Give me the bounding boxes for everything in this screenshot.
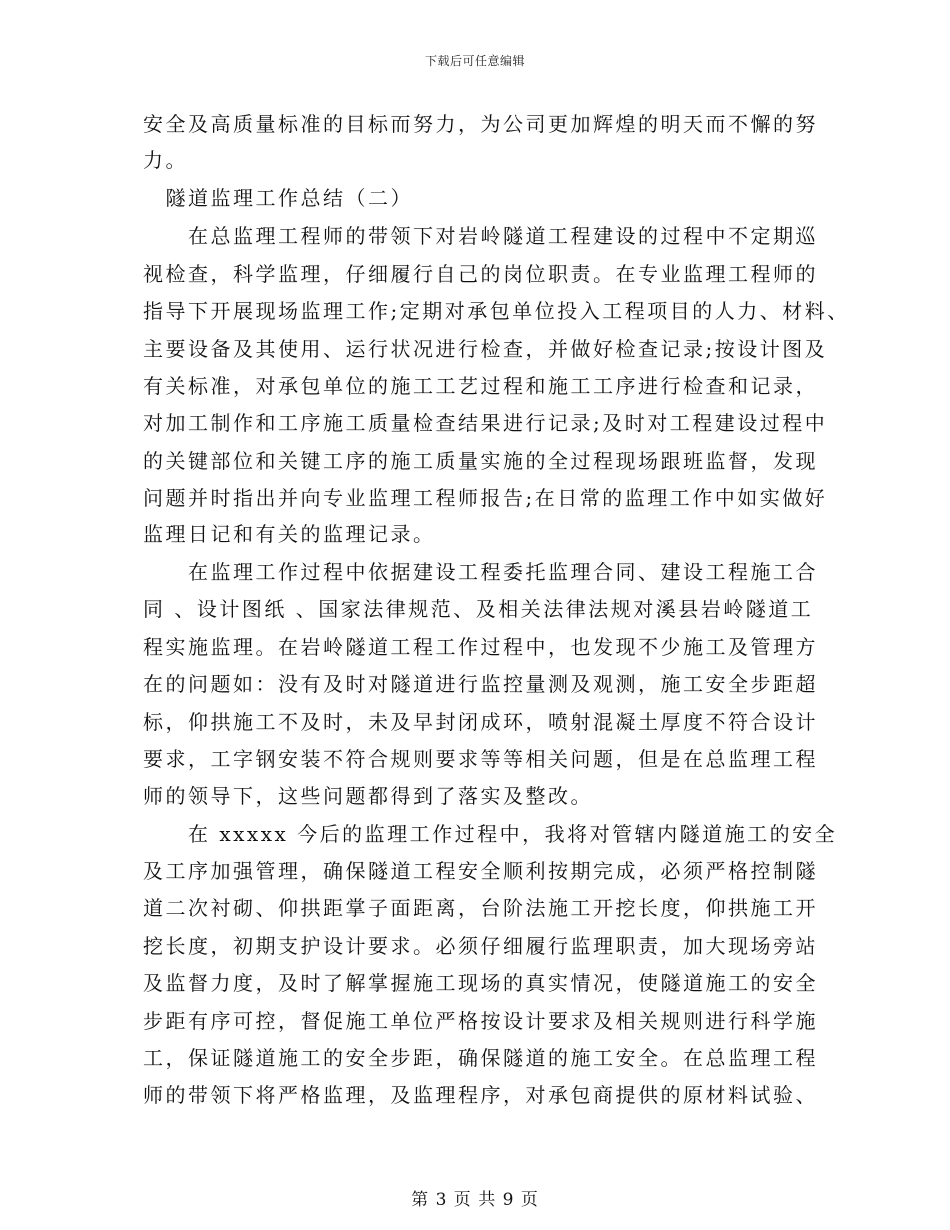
body-line: 视检查，科学监理，仔细履行自己的岗位职责。在专业监理工程师的 (143, 262, 818, 286)
body-line: 在总监理工程师的带领下对岩岭隧道工程建设的过程中不定期巡 (143, 224, 818, 248)
body-line: 在 xxxxx 今后的监理工作过程中，我将对管辖内隧道施工的安全 (143, 822, 838, 846)
body-line: 指导下开展现场监理工作;定期对承包单位投入工程项目的人力、材料、 (143, 299, 850, 323)
body-line: 师的带领下将严格监理，及监理程序，对承包商提供的原材料试验、 (143, 1083, 818, 1107)
body-line: 及工序加强管理，确保隧道工程安全顺利按期完成，必须严格控制隧 (143, 859, 818, 883)
body-line: 师的领导下，这些问题都得到了落实及整改。 (143, 784, 593, 808)
body-line: 同 、设计图纸 、国家法律规范、及相关法律法规对溪县岩岭隧道工 (143, 597, 814, 621)
body-line: 问题并时指出并向专业监理工程师报告;在日常的监理工作中如实做好 (143, 486, 828, 510)
body-line: 要求，工字钢安装不符合规则要求等等相关问题，但是在总监理工程 (143, 747, 818, 771)
body-line: 的关键部位和关键工序的施工质量实施的全过程现场跟班监督，发现 (143, 449, 818, 473)
page-number: 第 3 页 共 9 页 (411, 1190, 539, 1210)
body-line: 监理日记和有关的监理记录。 (143, 522, 436, 546)
body-line: 及监督力度，及时了解掌握施工现场的真实情况，使隧道施工的安全 (143, 971, 818, 995)
body-line: 步距有序可控，督促施工单位严格按设计要求及相关规则进行科学施 (143, 1009, 818, 1033)
body-line: 道二次衬砌、仰拱距掌子面距离，台阶法施工开挖长度，仰拱施工开 (143, 896, 818, 920)
body-line: 有关标准，对承包单位的施工工艺过程和施工工序进行检查和记录， (143, 374, 818, 398)
body-line: 对加工制作和工序施工质量检查结果进行记录;及时对工程建设过程中 (143, 411, 828, 435)
page-header: 下载后可任意编辑 (424, 54, 525, 68)
body-line: 主要设备及其使用、运行状况进行检查，并做好检查记录;按设计图及 (143, 337, 828, 361)
body-line: 力。 (143, 148, 188, 172)
body-line: 在监理工作过程中依据建设工程委托监理合同、建设工程施工合 (143, 560, 818, 584)
body-line: 安全及高质量标准的目标而努力，为公司更加辉煌的明天而不懈的努 (143, 112, 818, 136)
body-line: 标，仰拱施工不及时，未及早封闭成环，喷射混凝土厚度不符合设计 (143, 710, 818, 734)
body-line: 程实施监理。在岩岭隧道工程工作过程中，也发现不少施工及管理方 (143, 635, 818, 659)
body-line: 挖长度，初期支护设计要求。必须仔细履行监理职责，加大现场旁站 (143, 934, 818, 958)
body-line: 工，保证隧道施工的安全步距，确保隧道的施工安全。在总监理工程 (143, 1046, 818, 1070)
section-title: 隧道监理工作总结（二） (143, 186, 413, 210)
body-line: 在的问题如：没有及时对隧道进行监控量测及观测，施工安全步距超 (143, 672, 818, 696)
